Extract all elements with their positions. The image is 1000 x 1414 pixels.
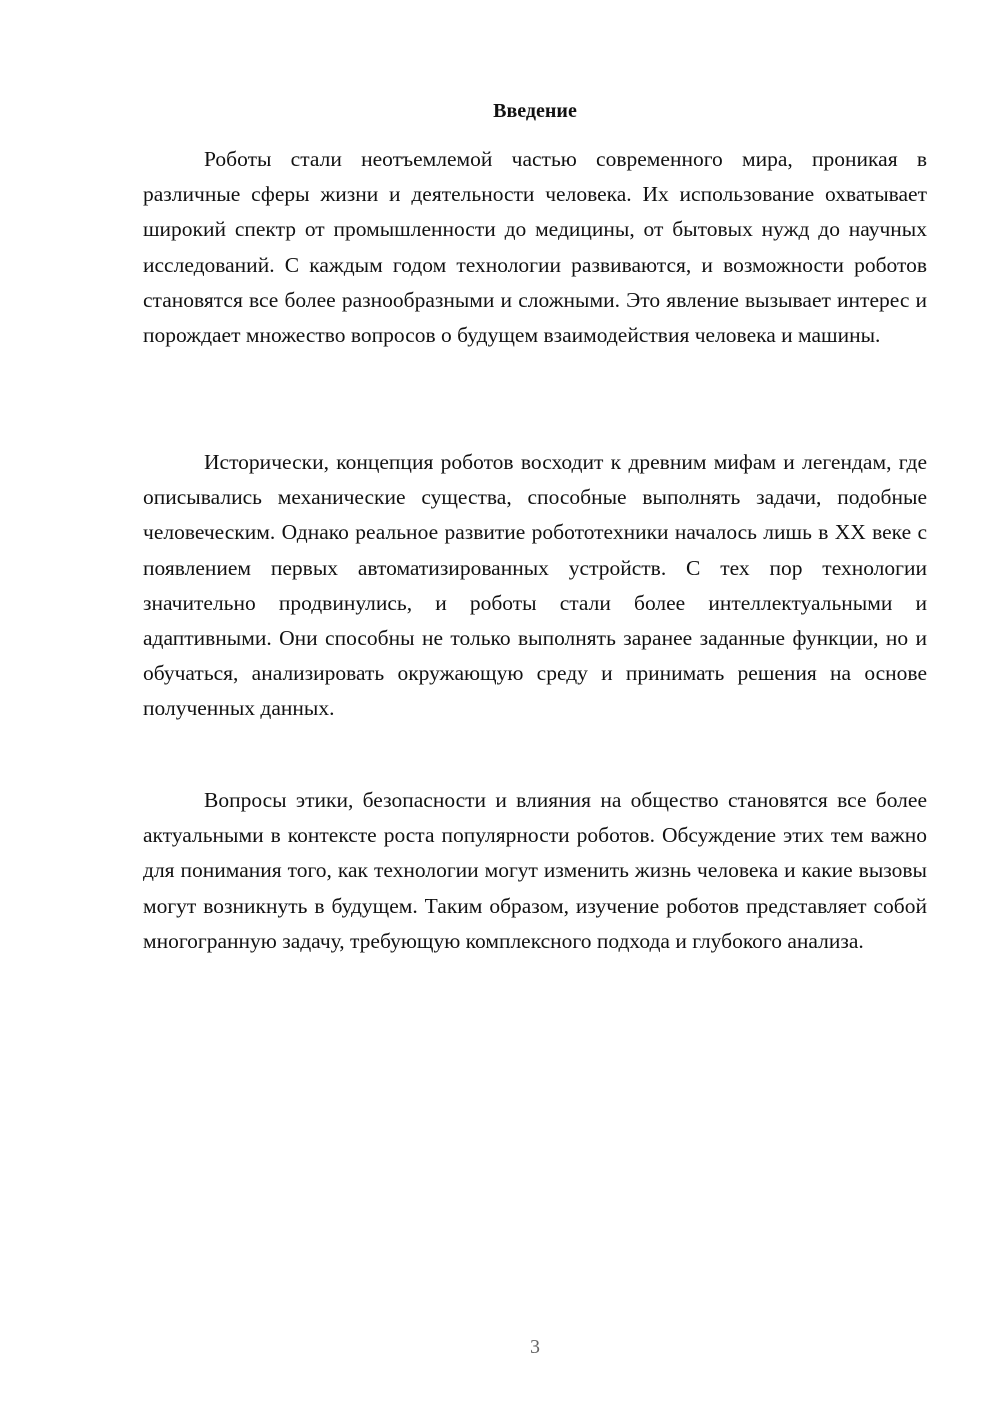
paragraph-1: Роботы стали неотъемлемой частью современного мира, проникая в различные сферы жизни и деятельности человека. Их использование охватывает широкий спектр от промышленности до медицины, от бытовых нужд до научных исследований. С каждым годом технологии развиваются, и возможности роботов становятся все более разнообразными и сложными. Это явление вызывает интерес и порождает множество вопросов о будущем взаимодействия человека и машины.: [143, 147, 927, 348]
page-number: 3: [530, 1336, 540, 1358]
paragraph-3: Вопросы этики, безопасности и влияния на общество становятся все более актуальными в контексте роста популярности роботов. Обсуждение этих тем важно для понимания того, как технологии могут изменить жизнь человека и какие вызовы могут возникнуть в будущем. Таким образом, изучение роботов представляет собой многогранную задачу, требующую комплексного подхода и глубокого анализа.: [143, 788, 927, 953]
section-heading: Введение: [493, 100, 577, 122]
paragraph-2: Исторически, концепция роботов восходит к древним мифам и легендам, где описывались механические существа, способные выполнять задачи, подобные человеческим. Однако реальное развитие робототехники началось лишь в XX веке с появлением первых автоматизированных устройств. С тех пор технологии значительно продвинулись, и роботы стали более интеллектуальными и адаптивными. Они способны не только выполнять заранее заданные функции, но и обучаться, анализировать окружающую среду и принимать решения на основе полученных данных.: [143, 450, 927, 721]
